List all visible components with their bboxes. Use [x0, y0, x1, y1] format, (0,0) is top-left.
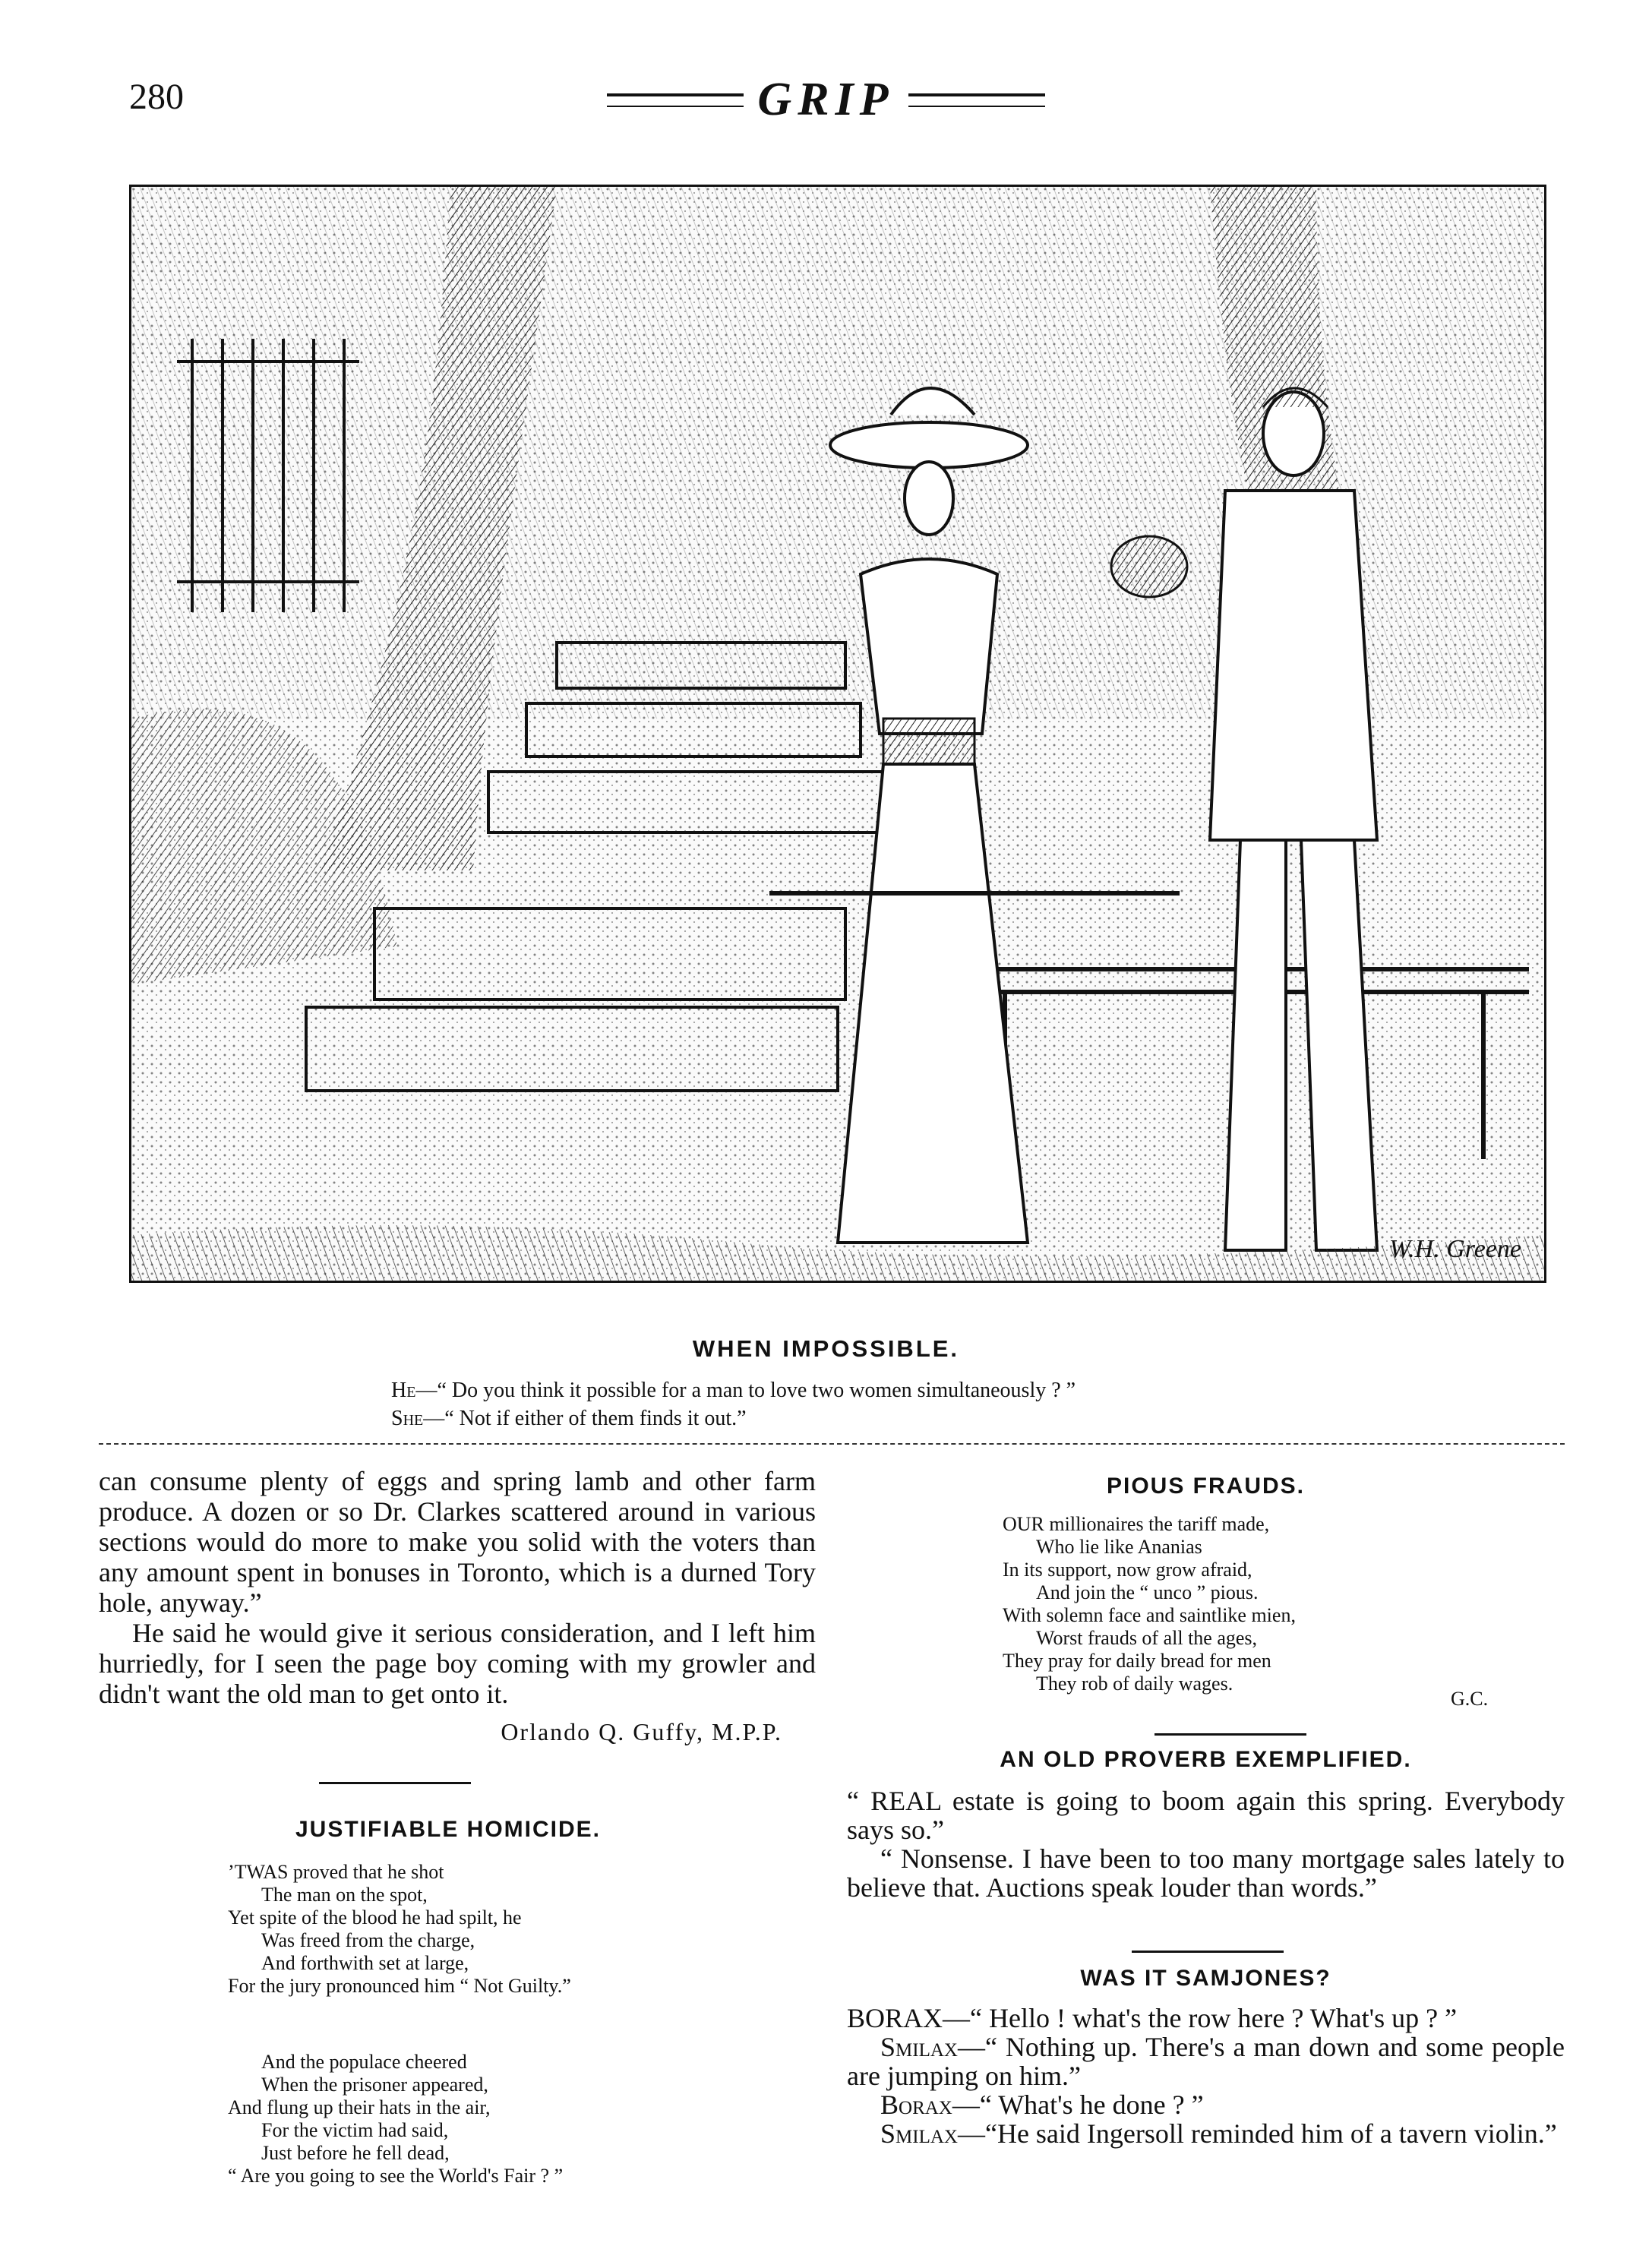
story-paragraph-2: He said he would give it serious consideration, and I left him hurriedly, for I seen the page boy coming with my growler and didn't want the old man to get onto it. — [99, 1618, 816, 1709]
masthead — [0, 73, 1652, 127]
right-short-rule-2 — [1132, 1951, 1284, 1953]
poem-line: Just before he fell dead, — [261, 2142, 450, 2164]
left-short-rule — [319, 1782, 471, 1784]
samjones-title: WAS IT SAMJONES? — [1080, 1966, 1331, 1991]
section-divider — [99, 1443, 1565, 1445]
dialogue-line — [847, 2004, 1565, 2033]
proverb-text — [847, 1786, 1565, 1902]
masthead-rule-left — [607, 93, 744, 107]
pious-frauds-poem — [1003, 1513, 1296, 1695]
dialogue-text: —“ What's he done ? ” — [952, 2090, 1204, 2120]
poem-line: Worst frauds of all the ages, — [1036, 1627, 1258, 1649]
poem-line: And the populace cheered — [261, 2051, 467, 2073]
story-continuation — [99, 1466, 816, 1709]
story-paragraph-1: can consume plenty of eggs and spring lamb and other farm produce. A dozen or so Dr. Clarkes scattered around in various sections would do more to make you solid with the voters than any amount spent in bonuses in Toronto, which is a durned Tory hole, anyway.” — [99, 1466, 816, 1618]
poem-line: “ Are you going to see the World's Fair ? ” — [228, 2165, 564, 2187]
poem-line: They rob of daily wages. — [1036, 1673, 1233, 1695]
illustration — [129, 185, 1546, 1283]
caption-title: WHEN IMPOSSIBLE. — [692, 1335, 960, 1362]
poem-line: They pray for daily bread for men — [1003, 1650, 1271, 1672]
poem-title-justifiable-homicide: JUSTIFIABLE HOMICIDE. — [295, 1817, 601, 1842]
dialogue-text: —“ Hello ! what's the row here ? What's up ? ” — [943, 2003, 1458, 2033]
page-number: 280 — [129, 77, 184, 117]
dialogue-speaker: Smilax — [880, 2118, 958, 2149]
poem-line: And flung up their hats in the air, — [228, 2096, 491, 2118]
poem-line: For the jury pronounced him “ Not Guilty.” — [228, 1975, 571, 1997]
poem-stanza-1 — [228, 1861, 571, 1998]
dialogue-text: —“He said Ingersoll reminded him of a tavern violin.” — [957, 2118, 1557, 2149]
poem-line: OUR millionaires the tariff made, — [1003, 1513, 1270, 1535]
caption-speaker-she: She — [391, 1407, 424, 1430]
engraving-illustration — [131, 187, 1544, 1281]
caption-line-she — [391, 1407, 747, 1431]
masthead-title: GRIP — [757, 74, 895, 125]
dialogue-line — [847, 2033, 1565, 2090]
dialogue-speaker: BORAX — [847, 2003, 943, 2033]
dialogue-line — [847, 2119, 1565, 2148]
caption-speaker-he: He — [391, 1379, 416, 1402]
pious-frauds-author: G.C. — [1451, 1688, 1489, 1710]
caption-text-he: —“ Do you think it possible for a man to love two women simultaneously ? ” — [415, 1379, 1076, 1402]
poem-line: In its support, now grow afraid, — [1003, 1559, 1252, 1581]
dialogue-speaker: Smilax — [880, 2032, 958, 2062]
poem-line: Was freed from the charge, — [261, 1929, 475, 1951]
poem-line: With solemn face and saintlike mien, — [1003, 1604, 1296, 1626]
poem-line: ’TWAS proved that he shot — [228, 1861, 444, 1883]
poem-line: Yet spite of the blood he had spilt, he — [228, 1906, 522, 1928]
caption-line-he — [391, 1379, 1076, 1403]
poem-line: When the prisoner appeared, — [261, 2074, 488, 2096]
proverb-paragraph-2: “ Nonsense. I have been to too many mortgage sales lately to believe that. Auctions speak louder than words.” — [847, 1843, 1565, 1903]
right-short-rule-1 — [1155, 1733, 1306, 1736]
dialogue-text: —“ Nothing up. There's a man down and some people are jumping on him.” — [847, 2032, 1565, 2091]
proverb-paragraph-1: “ REAL estate is going to boom again this spring. Everybody says so.” — [847, 1786, 1565, 1845]
poem-line: And forthwith set at large, — [261, 1952, 469, 1974]
poem-line: The man on the spot, — [261, 1884, 428, 1906]
dialogue-line — [847, 2090, 1565, 2119]
poem-line: And join the “ unco ” pious. — [1036, 1581, 1259, 1603]
proverb-title: AN OLD PROVERB EXEMPLIFIED. — [1000, 1747, 1412, 1772]
poem-line: For the victim had said, — [261, 2119, 449, 2141]
artist-signature: W.H. Greene — [1388, 1235, 1521, 1263]
poem-line: Who lie like Ananias — [1036, 1536, 1202, 1558]
story-signature: Orlando Q. Guffy, M.P.P. — [501, 1718, 782, 1745]
samjones-dialogue — [847, 2004, 1565, 2148]
poem-stanza-2 — [228, 2051, 563, 2187]
dialogue-speaker: Borax — [880, 2090, 952, 2120]
masthead-rule-right — [908, 93, 1045, 107]
caption-text-she: —“ Not if either of them finds it out.” — [423, 1407, 747, 1430]
poem-title-pious-frauds: PIOUS FRAUDS. — [1106, 1474, 1306, 1499]
